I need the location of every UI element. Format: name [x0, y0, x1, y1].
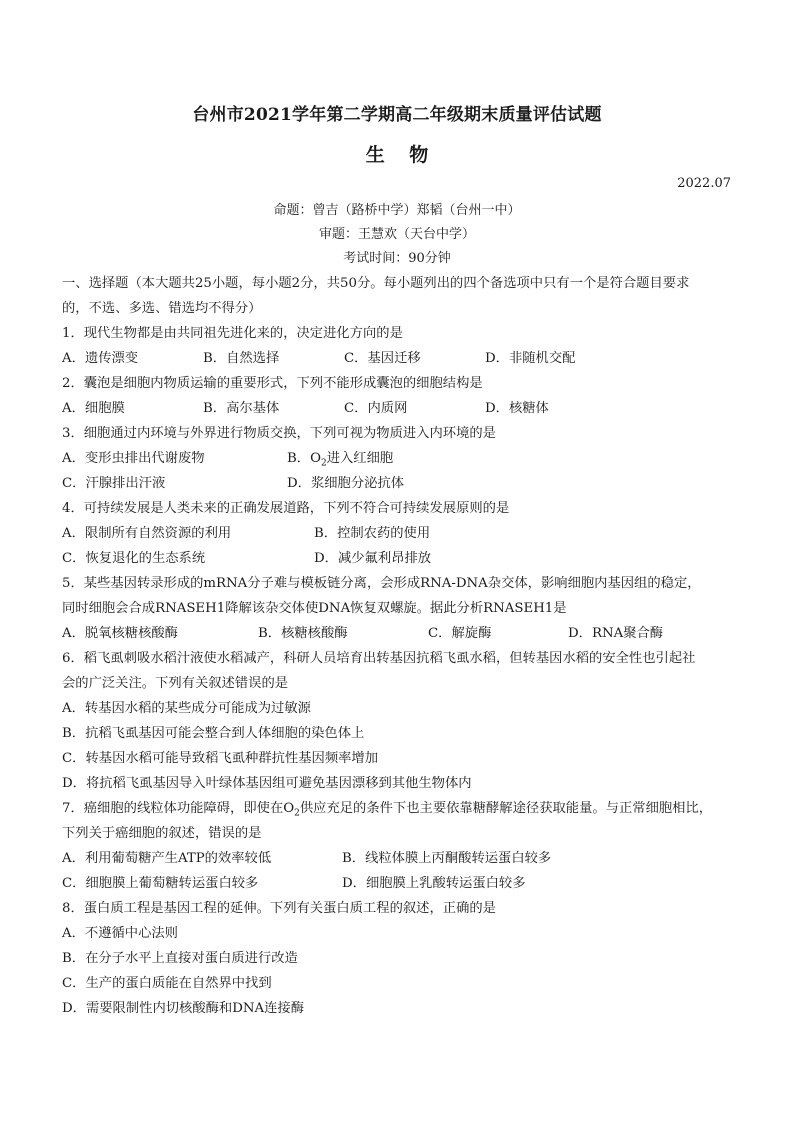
option-c: C．内质网 [344, 401, 408, 416]
question-8-stem: 8．蛋白质工程是基因工程的延伸。下列有关蛋白质工程的叙述，正确的是 [62, 901, 496, 916]
question-7-stem: 7．癌细胞的线粒体功能障碍，即使在$O_2$供应充足的条件下也主要依靠糖酵解途径获取能量。与正常细胞相比， [62, 801, 713, 819]
option-c: C．基因迁移 [344, 351, 421, 366]
option-d: D．非随机交配 [485, 351, 576, 366]
option-a: A．变形虫排出代谢废物 [62, 451, 205, 466]
question-5-options [62, 621, 732, 646]
option-d: D．RNA聚合酶 [568, 626, 664, 641]
option-a: A．脱氧核糖核酸酶 [62, 626, 178, 641]
option-b: B．在分子水平上直接对蛋白质进行改造 [62, 951, 298, 966]
option-b: B．$O_2$进入红细胞 [287, 451, 394, 469]
option-a: A．遗传漂变 [62, 351, 139, 366]
question-7-options-row2 [62, 871, 732, 896]
exam-title: 台州市2021学年第二学期高二年级期末质量评估试题 [192, 105, 602, 125]
question-7-options-row1 [62, 846, 732, 871]
question-content [62, 271, 732, 1021]
question-1-options [62, 346, 732, 371]
option-c: C．生产的蛋白质能在自然界中找到 [62, 976, 272, 991]
option-c: C．转基因水稻可能导致稻飞虱种群抗性基因频率增加 [62, 751, 379, 766]
option-c: C．汗腺排出汗液 [62, 476, 166, 491]
option-d: D．浆细胞分泌抗体 [287, 476, 405, 491]
question-2-options [62, 396, 732, 421]
question-7-stem-cont: 下列关于癌细胞的叙述，错误的是 [62, 826, 262, 841]
question-6-stem-cont: 会的广泛关注。下列有关叙述错误的是 [62, 676, 289, 691]
option-d: D．将抗稻飞虱基因导入叶绿体基因组可避免基因漂移到其他生物体内 [62, 776, 472, 791]
option-c: C．恢复退化的生态系统 [62, 551, 206, 566]
question-5-stem-cont: 同时细胞会合成RNASEH1降解该杂交体使DNA恢复双螺旋。据此分析RNASEH1是 [62, 601, 567, 616]
option-a: A．限制所有自然资源的利用 [62, 526, 232, 541]
option-c: C．细胞膜上葡萄糖转运蛋白较多 [62, 876, 259, 891]
question-6-stem: 6．稻飞虱刺吸水稻汁液使水稻减产，科研人员培育出转基因抗稻飞虱水稻，但转基因水稻的安全性也引起社 [62, 651, 696, 666]
author-line: 命题：曾吉（路桥中学）郑韬（台州一中） [273, 203, 521, 218]
exam-date: 2022.07 [677, 176, 731, 191]
question-4-stem: 4．可持续发展是人类未来的正确发展道路，下列不符合可持续发展原则的是 [62, 501, 510, 516]
reviewer-line: 审题：王慧欢（天台中学） [318, 227, 475, 242]
option-d: D．减少氟利昂排放 [314, 551, 432, 566]
option-b: B．自然选择 [203, 351, 280, 366]
question-2-stem: 2．囊泡是细胞内物质运输的重要形式，下列不能形成囊泡的细胞结构是 [62, 376, 483, 391]
option-b: B．线粒体膜上丙酮酸转运蛋白较多 [342, 851, 552, 866]
question-4-options-row2 [62, 546, 732, 571]
section-heading-cont: 的，不选、多选、错选均不得分） [62, 301, 262, 316]
option-b: B．抗稻飞虱基因可能会整合到人体细胞的染色体上 [62, 726, 365, 741]
option-d: D．核糖体 [485, 401, 549, 416]
option-d: D．需要限制性内切核酸酶和DNA连接酶 [62, 1001, 305, 1016]
option-a: A．转基因水稻的某些成分可能成为过敏源 [62, 701, 311, 716]
option-d: D．细胞膜上乳酸转运蛋白较多 [342, 876, 526, 891]
option-a: A．不遵循中心法则 [62, 926, 178, 941]
question-3-options-row1 [62, 446, 732, 471]
subject-title: 生 物 [365, 144, 429, 166]
section-heading: 一、选择题（本大题共25小题，每小题2分，共50分。每小题列出的四个备选项中只有一个是符合题目要求 [62, 276, 690, 291]
exam-time: 考试时间：90分钟 [343, 251, 451, 266]
option-b: B．高尔基体 [203, 401, 280, 416]
question-3-options-row2 [62, 471, 732, 496]
question-5-stem: 5．某些基因转录形成的mRNA分子难与模板链分离，会形成RNA-DNA杂交体，影响细胞内基因组的稳定， [62, 576, 701, 591]
question-3-stem: 3．细胞通过内环境与外界进行物质交换，下列可视为物质进入内环境的是 [62, 426, 496, 441]
option-a: A．细胞膜 [62, 401, 125, 416]
question-4-options-row1 [62, 521, 732, 546]
option-b: B．核糖核酸酶 [258, 626, 348, 641]
option-b: B．控制农药的使用 [314, 526, 431, 541]
option-a: A．利用葡萄糖产生ATP的效率较低 [62, 851, 272, 866]
option-c: C．解旋酶 [428, 626, 492, 641]
question-1-stem: 1．现代生物都是由共同祖先进化来的，决定进化方向的是 [62, 326, 403, 341]
